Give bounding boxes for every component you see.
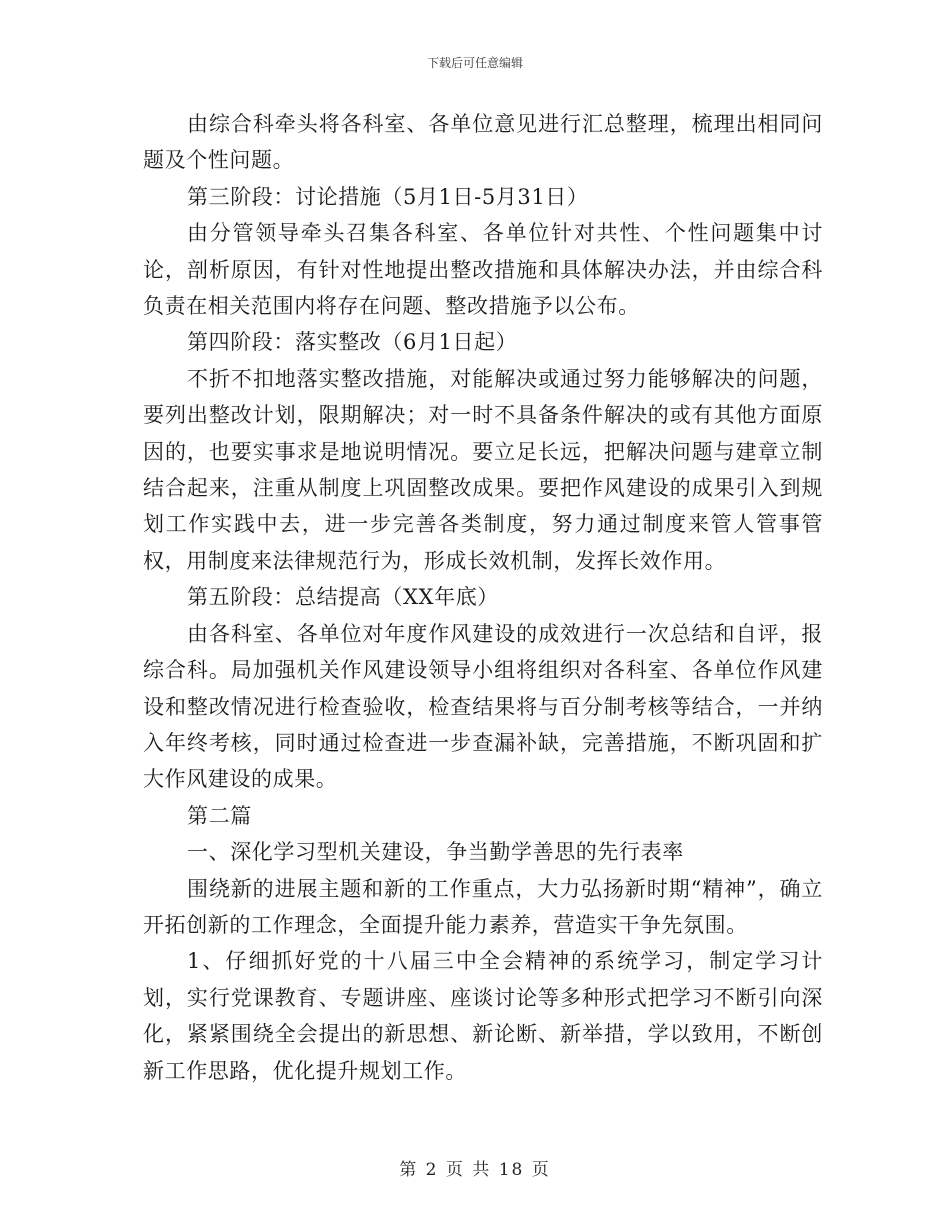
paragraph: 由综合科牵头将各科室、各单位意见进行汇总整理，梳理出相同问题及个性问题。 (143, 112, 823, 173)
page-header: 下载后可任意编辑 (426, 56, 523, 70)
section-heading: 第五阶段：总结提高（XX年底） (187, 585, 499, 610)
paragraph: 围绕新的进展主题和新的工作重点，大力弘扬新时期“精神”，确立开拓创新的工作理念，全面提升能力素养，营造实干争先氛围。 (143, 876, 824, 937)
paragraph: 由各科室、各单位对年度作风建设的成效进行一次总结和自评，报综合科。局加强机关作风建设领导小组将组织对各科室、各单位作风建设和整改情况进行检查验收，检查结果将与百分制考核等结合，一并纳入年终考核，同时通过检查进一步查漏补缺，完善措施，不断巩固和扩大作风建设的成果。 (143, 621, 823, 792)
page-footer: 第 2 页 共 18 页 (399, 1160, 551, 1180)
chapter-heading: 第二篇 (187, 803, 252, 828)
document-body (143, 106, 823, 1089)
section-heading: 第四阶段：落实整改（6月1日起） (187, 330, 518, 355)
paragraph: 1、仔细抓好党的十八届三中全会精神的系统学习，制定学习计划，实行党课教育、专题讲座、座谈讨论等多种形式把学习不断引向深化，紧紧围绕全会提出的新思想、新论断、新举措，学以致用，不断创新工作思路，优化提升规划工作。 (143, 949, 823, 1083)
paragraph: 不折不扣地落实整改措施，对能解决或通过努力能够解决的问题，要列出整改计划，限期解决；对一时不具备条件解决的或有其他方面原因的，也要实事求是地说明情况。要立足长远，把解决问题与建章立制结合起来，注重从制度上巩固整改成果。要把作风建设的成果引入到规划工作实践中去，进一步完善各类制度，努力通过制度来管人管事管权，用制度来法律规范行为，形成长效机制，发挥长效作用。 (143, 366, 823, 573)
section-heading: 一、深化学习型机关建设，争当勤学善思的先行表率 (187, 840, 684, 865)
paragraph: 由分管领导牵头召集各科室、各单位针对共性、个性问题集中讨论，剖析原因，有针对性地提出整改措施和具体解决办法，并由综合科负责在相关范围内将存在问题、整改措施予以公布。 (143, 221, 823, 319)
section-heading: 第三阶段：讨论措施（5月1日-5月31日） (187, 184, 589, 209)
